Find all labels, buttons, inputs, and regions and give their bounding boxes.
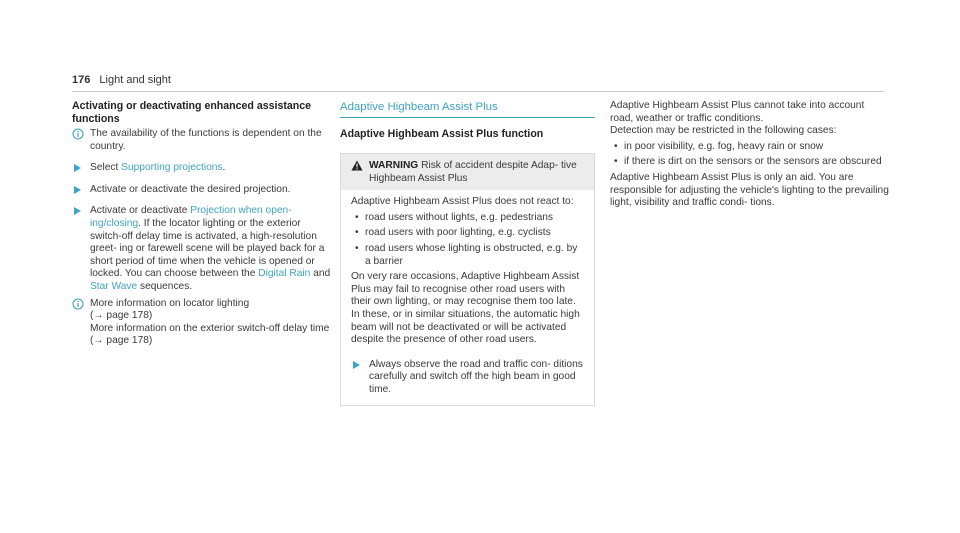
link-digital-rain[interactable]: Digital Rain xyxy=(258,268,311,280)
step3-tail: sequences. xyxy=(137,280,193,292)
section-rule xyxy=(340,117,595,118)
info-icon xyxy=(72,128,84,140)
restriction-list xyxy=(610,141,890,169)
warning-para1: On very rare occasions, Adaptive Highbeam Assist Plus may fail to recognise other road users with their own lighting, or may recognise them too late. xyxy=(351,271,580,308)
info-icon xyxy=(72,298,84,310)
warning-intro: Adaptive Highbeam Assist Plus does not react to: xyxy=(351,196,574,208)
step-arrow-icon xyxy=(74,186,81,194)
note-locator-lighting: More information on locator lighting xyxy=(90,297,250,309)
note-more-info xyxy=(72,298,332,348)
para-only-an-aid: Adaptive Highbeam Assist Plus is only an aid. You are responsible for adjusting the vehicle's lighting to the prevailing light, visibility and traffic condi- tions. xyxy=(610,171,889,209)
page-header xyxy=(72,74,171,86)
warning-step-text: Always observe the road and traffic con- ditions carefully and switch off the high beam in good time. xyxy=(369,358,583,395)
step3-prefix: Activate or deactivate xyxy=(90,205,191,217)
note-locator-ref[interactable]: (→ page 178) xyxy=(90,310,153,322)
step3-and: and xyxy=(310,268,331,280)
step-activate-projection-text: Activate or deactivate the desired projection. xyxy=(90,183,291,195)
list-item: • road users with poor lighting, e.g. cyclists xyxy=(351,227,584,240)
warning-para2: In these, or in similar situations, the automatic high beam will not be deactivated or will be activated despite the presence of other road users. xyxy=(351,308,580,346)
section-name: Light and sight xyxy=(99,74,171,86)
step-activate-projection xyxy=(72,184,332,197)
list-item: • road users whose lighting is obstructed, e.g. by a barrier xyxy=(351,243,584,268)
list-item: • in poor visibility, e.g. fog, heavy rain or snow xyxy=(610,141,890,154)
list-item: • if there is dirt on the sensors or the sensors are obscured xyxy=(610,156,890,169)
warning-list xyxy=(351,212,584,268)
warning-header xyxy=(341,154,594,190)
link-projection-open-closing[interactable]: Projection when open- ing/closing xyxy=(90,205,292,229)
step-arrow-icon xyxy=(74,207,81,215)
link-supporting-projections[interactable]: Supporting projections xyxy=(121,162,223,174)
warning-step xyxy=(351,359,584,397)
column-left xyxy=(72,100,332,348)
step-prefix: Select xyxy=(90,162,122,174)
warning-body xyxy=(341,190,594,404)
subheading-highbeam-function: Adaptive Highbeam Assist Plus function xyxy=(340,128,544,140)
warning-label: WARNING xyxy=(369,160,419,171)
section-title-highbeam: Adaptive Highbeam Assist Plus xyxy=(340,101,498,113)
warning-title: Risk of accident despite Adap- tive Highbeam Assist Plus xyxy=(369,160,577,184)
step-arrow-icon xyxy=(74,164,81,172)
page-number: 176 xyxy=(72,74,91,86)
warning-box xyxy=(340,153,595,406)
para-detection-restricted: Detection may be restricted in the following cases: xyxy=(610,125,837,137)
note-availability-text: The availability of the functions is dependent on the country. xyxy=(90,128,322,152)
note-availability xyxy=(72,128,332,153)
heading-enhanced-assistance: Activating or deactivating enhanced assistance functions xyxy=(72,100,312,125)
step-suffix: . xyxy=(222,162,226,174)
column-right xyxy=(610,100,890,210)
note-switch-off-delay[interactable]: More information on the exterior switch-off delay time (→ page 178) xyxy=(90,322,330,347)
link-star-wave[interactable]: Star Wave xyxy=(90,280,138,292)
warning-triangle-icon xyxy=(351,160,363,171)
header-rule xyxy=(72,91,884,92)
column-middle xyxy=(340,100,595,406)
step-select-projections xyxy=(72,162,332,175)
step-projection-open-closing xyxy=(72,205,332,293)
step-arrow-icon xyxy=(353,361,360,369)
list-item: • road users without lights, e.g. pedestrians xyxy=(351,212,584,225)
step3-body: . If the locator lighting or the exterior switch-off delay time is activated, a high-resolution greet- ing or farewell scene will be played back for a short period of time when the vehicle is opened or locked. You can choose between the xyxy=(90,217,325,280)
para-cannot-account: Adaptive Highbeam Assist Plus cannot take into account road, weather or traffic conditions. xyxy=(610,100,865,124)
